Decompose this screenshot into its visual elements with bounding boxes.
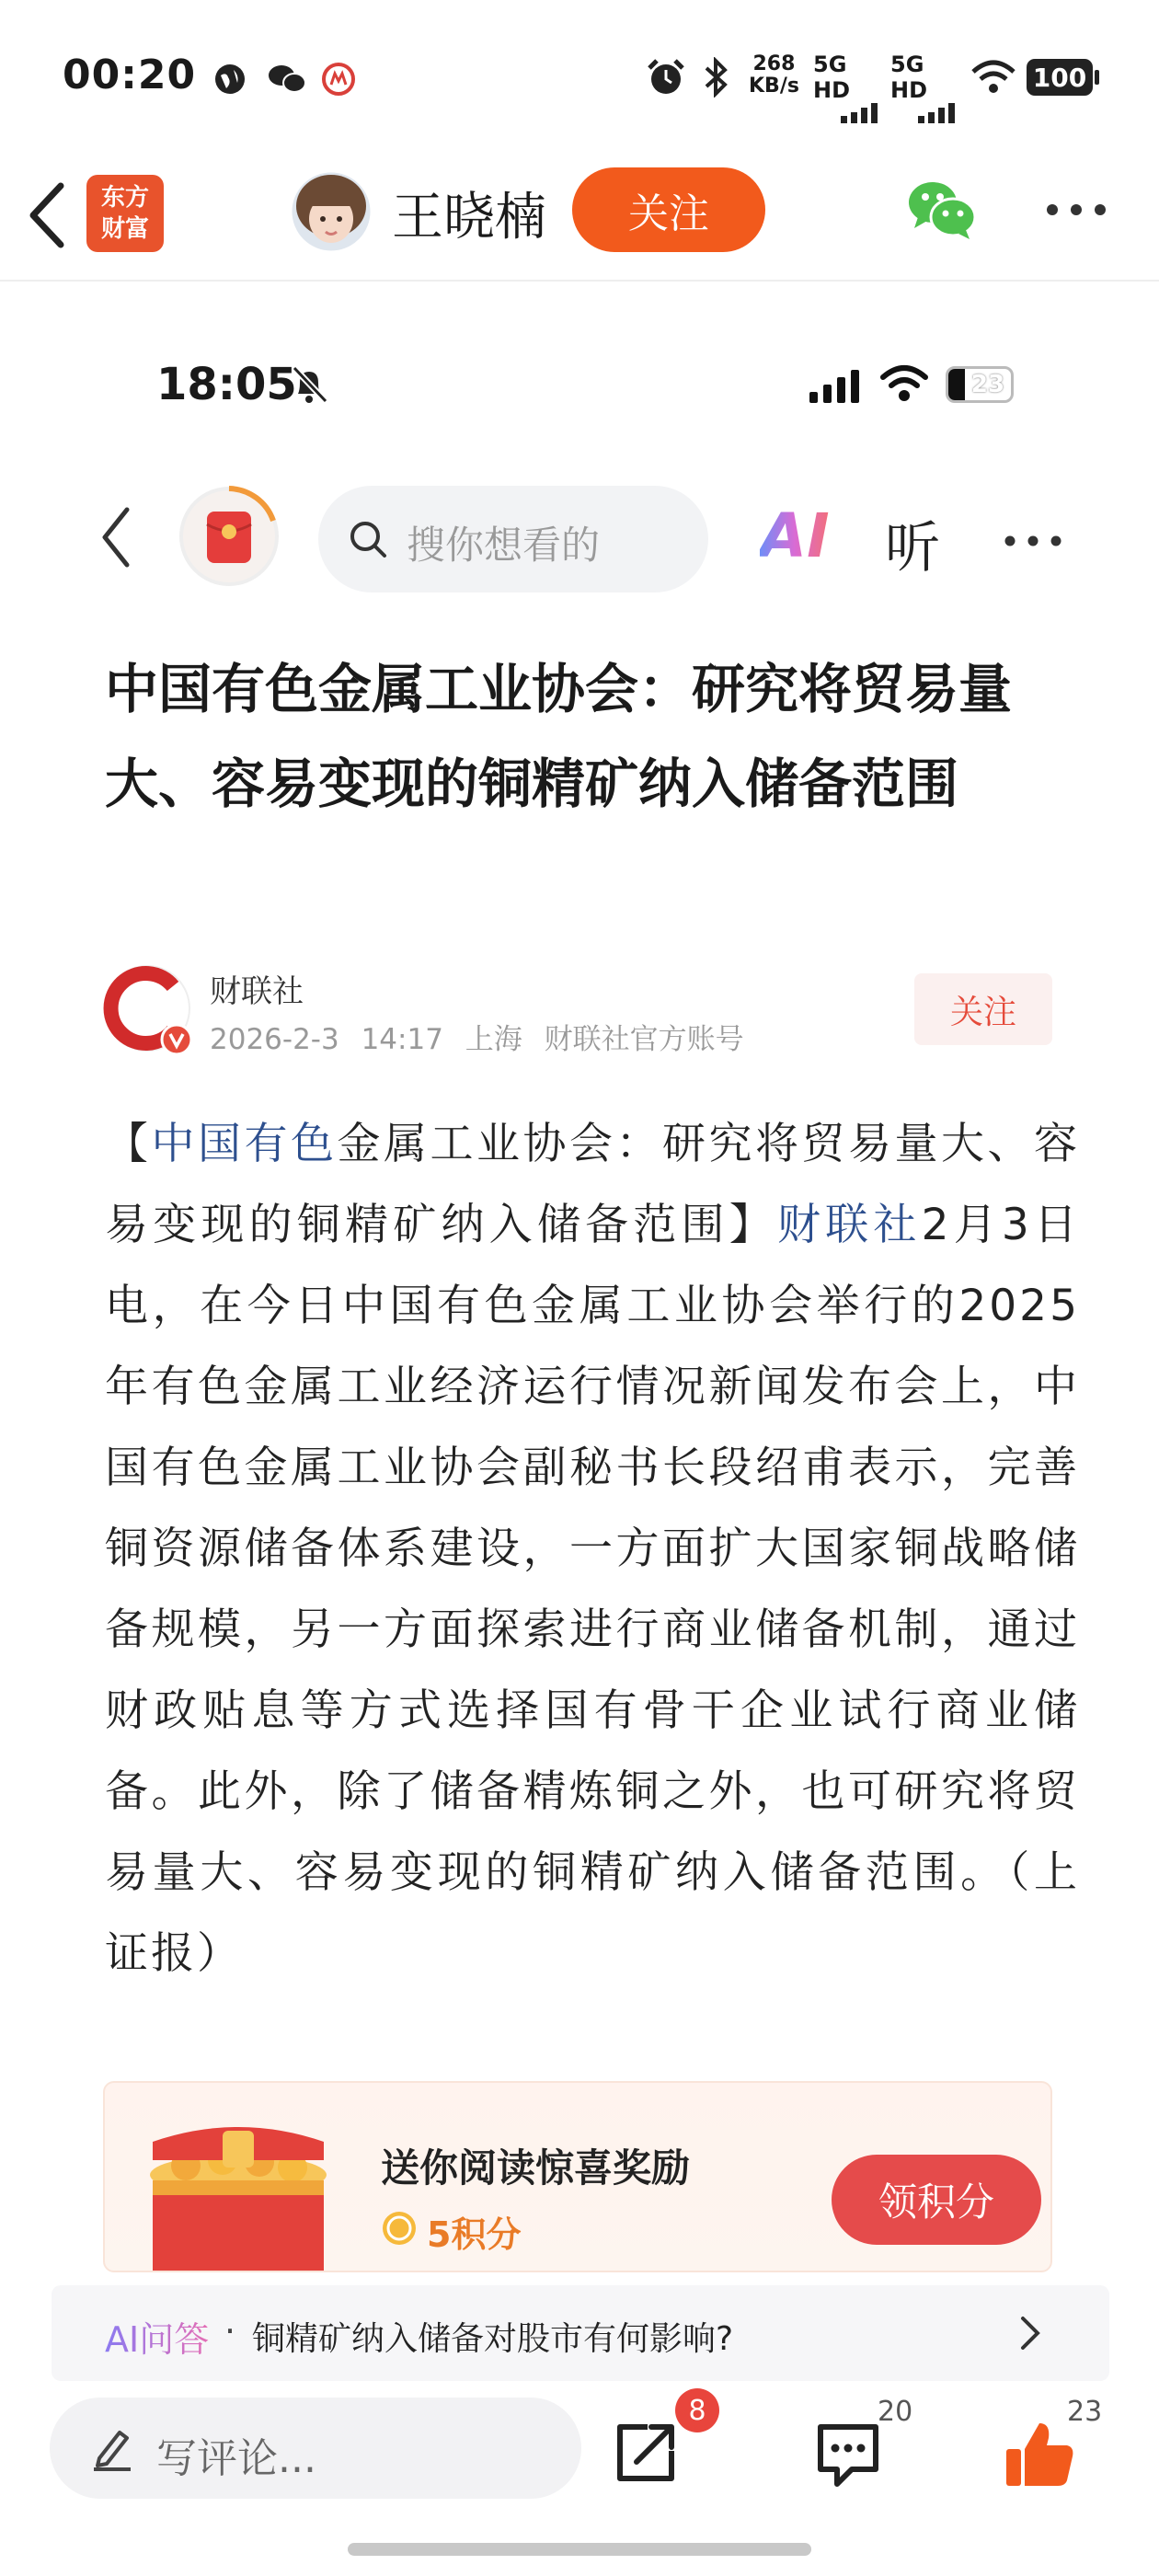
- stock-link[interactable]: 中国有色: [151, 1119, 338, 1169]
- follow-button[interactable]: [572, 167, 765, 252]
- bottom-action-bar: [0, 2388, 1159, 2576]
- user-avatar[interactable]: [289, 169, 373, 254]
- sim2-signal: [890, 52, 960, 127]
- meta-location: 上海: [465, 1023, 522, 1056]
- net-speed: [749, 53, 799, 98]
- inner-battery-level: 23: [970, 371, 1005, 398]
- globe-notification-icon: [213, 63, 247, 96]
- app-logo-line2: 财富: [100, 215, 149, 243]
- reward-card[interactable]: [103, 2081, 1052, 2272]
- alarm-icon: [646, 57, 686, 98]
- article-body: [105, 1104, 1080, 1995]
- home-indicator[interactable]: [348, 2543, 811, 2556]
- claim-points-button[interactable]: [832, 2155, 1041, 2245]
- meta-time: 14:17: [361, 1023, 443, 1056]
- comment-count: 20: [878, 2396, 913, 2428]
- treasure-chest-icon: [140, 2123, 337, 2272]
- share-icon[interactable]: [611, 2418, 681, 2488]
- listen-button[interactable]: 听: [885, 516, 940, 581]
- sim1-label: 5G HD: [813, 52, 851, 103]
- wechat-notification-icon: [267, 63, 307, 96]
- reward-title: 送你阅读惊喜奖励: [381, 2145, 691, 2191]
- ai-qa-question: 铜精矿纳入储备对股市有何影响?: [252, 2320, 734, 2358]
- inner-status-time: 18:05: [156, 359, 297, 410]
- body-title-rest: 金属工业协会：研究将贸易量大、容易变现的铜精矿纳入储备范围】: [105, 1119, 1080, 1250]
- chevron-right-icon: [1019, 2315, 1041, 2352]
- search-icon: [348, 519, 388, 559]
- user-name[interactable]: 王晓楠: [392, 188, 546, 247]
- outer-status-bar: [0, 0, 1159, 147]
- comment-placeholder: 写评论...: [156, 2435, 316, 2482]
- search-placeholder: 搜你想看的: [407, 523, 601, 568]
- share-count: 8: [688, 2394, 706, 2427]
- body-bracket: 【: [105, 1119, 152, 1169]
- signal-bars-icon: [813, 103, 883, 123]
- ai-question-bar[interactable]: [52, 2285, 1109, 2381]
- body-text: 2月3日电，在今日中国有色金属工业协会举行的2025年有色金属工业经济运行情况新闻发布会上，中国有色金属工业协会副秘书长段绍甫表示，完善铜资源储备体系建设，一方面扩大国家铜战略储备规模，另一方面探索进行商业储备机制，通过财政贴息等方式选择国有骨干企业试行商业储备。此外，除了储备精炼铜之外，也可研究将贸易量大、容易变现的铜精矿纳入储备范围。（上证报）: [105, 1200, 1081, 1979]
- inner-signal-icon: [809, 368, 865, 403]
- net-speed-unit: KB/s: [749, 75, 799, 98]
- pencil-icon: [90, 2425, 134, 2473]
- net-speed-value: 268: [752, 52, 796, 75]
- battery-level: 100: [1032, 62, 1087, 93]
- points-coin-icon: [381, 2210, 418, 2247]
- wifi-icon: [970, 59, 1017, 96]
- like-count: 23: [1067, 2396, 1103, 2428]
- app-logo-line1: 东方: [100, 184, 149, 212]
- like-icon[interactable]: [1003, 2418, 1076, 2491]
- bluetooth-icon: [699, 57, 732, 98]
- battery-indicator: [1027, 59, 1093, 96]
- battery-tip: [1095, 70, 1099, 85]
- meta-date: 2026-2-3: [210, 1023, 339, 1056]
- source-avatar[interactable]: [103, 964, 195, 1056]
- article-screenshot: [52, 304, 1109, 2272]
- red-packet-icon[interactable]: [177, 484, 281, 589]
- outer-nav-bar: [0, 147, 1159, 282]
- article-meta: [210, 1016, 744, 1057]
- comment-icon[interactable]: [813, 2420, 883, 2490]
- inner-battery-indicator: [946, 366, 1014, 403]
- source-follow-label: 关注: [949, 993, 1016, 1031]
- search-input[interactable]: [318, 486, 708, 592]
- more-options-icon[interactable]: [1043, 201, 1109, 219]
- source-link[interactable]: 财联社: [776, 1200, 922, 1250]
- mute-bell-icon: [289, 364, 329, 405]
- comment-input[interactable]: [50, 2398, 581, 2499]
- inner-wifi-icon: [879, 364, 929, 403]
- app-notification-icon: [322, 63, 355, 96]
- claim-points-label: 领积分: [878, 2179, 994, 2225]
- wechat-share-icon[interactable]: [905, 175, 979, 245]
- meta-account: 财联社官方账号: [544, 1023, 744, 1056]
- source-follow-button[interactable]: [914, 973, 1052, 1045]
- article-title: 中国有色金属工业协会：研究将贸易量大、容易变现的铜精矿纳入储备范围: [105, 658, 1013, 815]
- back-arrow-icon[interactable]: [24, 178, 68, 252]
- inner-more-icon[interactable]: [1003, 534, 1063, 548]
- signal-bars-icon: [890, 103, 960, 123]
- inner-back-arrow-icon[interactable]: [98, 504, 134, 570]
- ai-assistant-button[interactable]: AI: [760, 500, 830, 571]
- ai-qa-label: AI问答: [105, 2311, 209, 2362]
- app-logo[interactable]: [86, 175, 164, 252]
- status-time: 00:20: [63, 52, 197, 98]
- reward-points: 5积分: [427, 2214, 522, 2255]
- sim1-signal: [813, 52, 883, 127]
- sim2-label: 5G HD: [890, 52, 928, 103]
- share-count-badge: [675, 2388, 719, 2432]
- follow-label: 关注: [628, 190, 709, 237]
- source-name[interactable]: 财联社: [210, 973, 304, 1010]
- ai-qa-separator: ·: [224, 2311, 236, 2352]
